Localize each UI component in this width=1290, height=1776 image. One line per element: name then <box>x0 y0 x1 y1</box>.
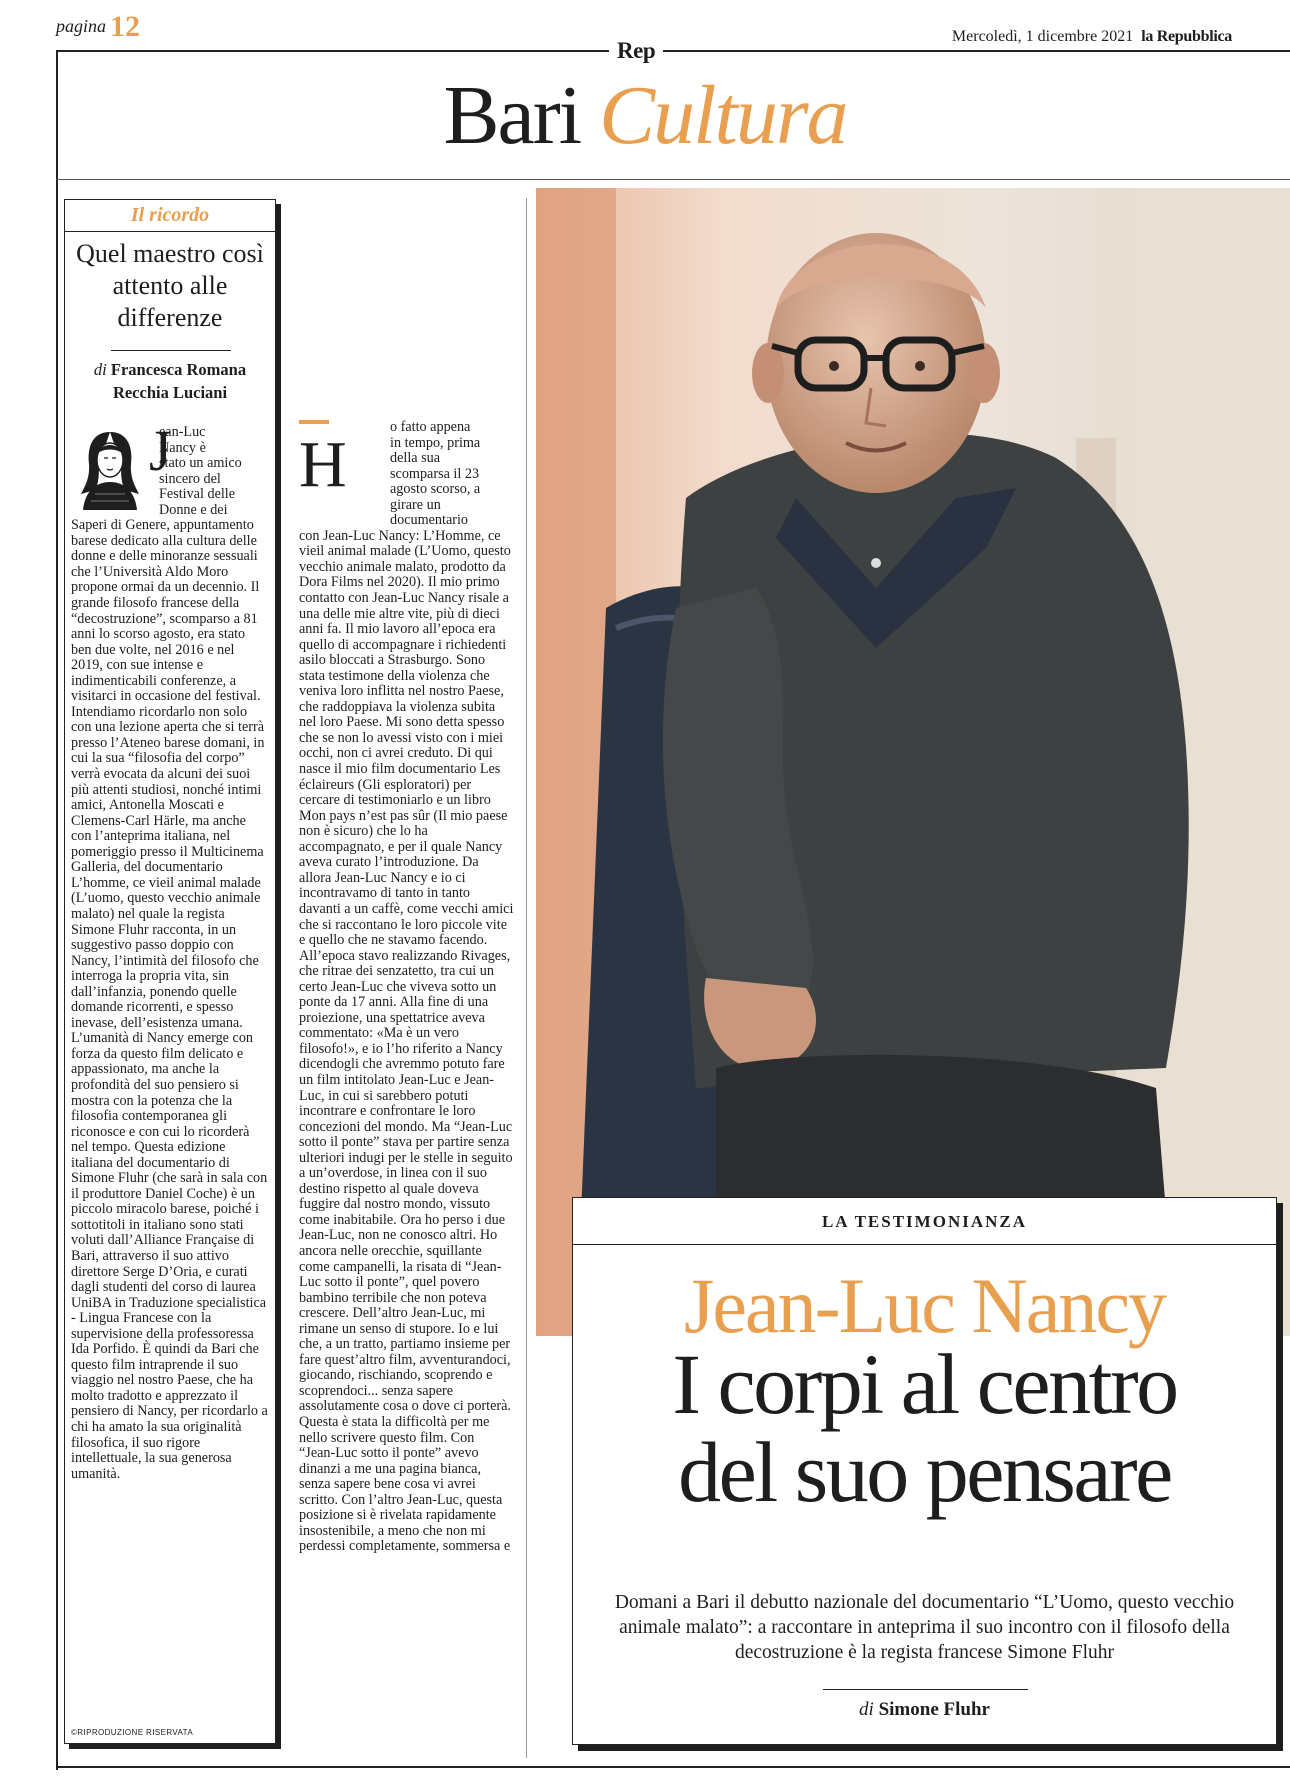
testimony-author: Simone Fluhr <box>878 1699 990 1720</box>
headline <box>573 1336 1276 1520</box>
newspaper-name: la Repubblica <box>1141 28 1232 45</box>
sidebar-intro-line: Festival delle <box>159 486 236 503</box>
divider <box>573 1244 1276 1245</box>
article-intro-line: in tempo, prima <box>390 434 481 451</box>
sidebar-author: Francesca Romana Recchia Luciani <box>110 360 247 402</box>
testimony-kicker: LA TESTIMONIANZA <box>821 1212 1028 1231</box>
section-name: Cultura <box>599 69 847 162</box>
article-drop-cap: H <box>299 428 347 501</box>
testimony-byline: di Simone Fluhr <box>859 1699 990 1720</box>
headline-name: Jean-Luc Nancy <box>684 1262 1165 1349</box>
copyright-note: ©RIPRODUZIONE RISERVATA <box>71 1728 194 1737</box>
sidebar-kicker: Il ricordo <box>130 204 210 226</box>
sidebar-intro-line: Donne e dei <box>159 501 228 518</box>
sidebar-intro-line: Nancy è <box>159 439 206 456</box>
article-intro-line: scomparsa il 23 <box>390 465 480 482</box>
photo-jean-luc-nancy <box>536 188 1290 1336</box>
section-city: Bari <box>443 69 581 162</box>
page-label: pagina 12 <box>56 10 141 43</box>
rep-badge: Rep <box>609 38 663 64</box>
deck-text: Domani a Bari il debutto nazionale del documentario “L’Uomo, questo vecchio animale malato”: a raccontare in anteprima il suo incontro con il filosofo della decostruzione è la regista francese Simone Fluhr <box>614 1592 1235 1663</box>
article-intro-line: della sua <box>390 450 441 467</box>
article-intro-line: girare un <box>390 496 441 513</box>
sidebar-box <box>64 199 276 1744</box>
sidebar-body: ean-Luc Nancy è stato un amico sincero del Festival delle Donne e dei Saperi di Genere, appuntamento barese dedicato alla cultura delle donne e delle minoranze sessuali che l’Università Aldo Moro propone ormai da un decennio. Il grande filosofo francese della “decostruzione”, scomparso a 81 anni lo scorso agosto, era stato ben due volte, nel 2016 e nel 2019, con sue intense e indimenticabili conferenze, a visitarci in occasione del festival. Intendiamo ricordarlo non solo con una lezione aperta che si terrà presso l’Ateneo barese domani, in cui la sua “filosofia del corpo” verrà evocata da alcuni dei suoi più attenti studiosi, nonché intimi amici, Antonella Moscati e Clemens-Carl Härle, ma anche con l’anteprima italiana, nel pomeriggio presso il Multicinema Galleria, del documentario L’homme, ce vieil animal malade (L’uomo, questo vecchio animale malato) nel quale la regista Simone Fluhr racconta, in un suggestivo passo doppio con Nancy, l’intimità del filosofo che interroga la propria vita, sin dall’infanzia, ponendo quelle domande ricorrenti, e spesso inevase, dell’esistenza umana. L’umanità di Nancy emerge con forza da questo film delicato e appassionato, ma anche la profondità del suo pensiero si mostra con la potenza che la filosofia contemporanea gli riconosce e con cui lo ricorderà nel tempo. Questa edizione italiana del documentario di Simone Fluhr (che sarà in sala con il produttore Daniel Coche) è un piccolo miracolo barese, poiché i sottotitoli in italiano sono stati voluti dall’Alliance Française di Bari, attraverso il suo attivo direttore Serge D’Oria, e curati dagli studenti del corso di laurea UniBA in Traduzione specialistica - Lingua Francese con la supervisione della professoressa Ida Porfido. È quindi da Bari che questo film intraprende il suo viaggio nel nostro Paese, che ha molto tradotto e apprezzato il pensiero di Nancy, per ricordarlo a chi ha amato la sua originalità filosofica, il suo rigore intellettuale, la sua generosa umanità. <box>71 424 268 1482</box>
testimony-box <box>572 1197 1277 1745</box>
divider <box>65 231 275 232</box>
headline-line-2: del suo pensare <box>678 1424 1171 1520</box>
issue-date: Mercoledì, 1 dicembre 2021 <box>951 28 1134 45</box>
section-title <box>0 68 1290 164</box>
sidebar-byline: di Francesca Romana Recchia Luciani <box>93 360 247 402</box>
article-body: o fatto appena in tempo, prima della sua scomparsa il 23 agosto scorso, a girare un documentario con Jean-Luc Nancy: L’Homme, ce vieil animal malade (L’Uomo, questo vecchio animale malato, prodotto da Dora Films nel 2020). Il mio primo contatto con Jean-Luc Nancy risale a una delle mie altre vite, più di dieci anni fa. Il mio lavoro all’epoca era quello di accompagnare i richiedenti asilo bloccati a Strasburgo. Sono stata testimone della violenza che veniva loro inflitta nel nostro Paese, che raddoppiava la violenza subita nel loro Paese. Mi sono detta spesso che se non lo avessi visto con i miei occhi, non ci avrei creduto. Di qui nasce il mio film documentario Les éclaireurs (Gli esploratori) per cercare di testimoniarlo e un libro Mon pays n’est pas sûr (Il mio paese non è sicuro) che lo ha accompagnato, e per il quale Nancy aveva curato l’introduzione. Da allora Jean-Luc Nancy e io ci incontravamo di tanto in tanto davanti a un caffè, come vecchi amici che si raccontano le loro piccole vite e quello che ne stavamo facendo. All’epoca stavo realizzando Rivages, che ritrae dei senzatetto, tra cui un certo Jean-Luc che viveva sotto un ponte da 17 anni. Alla fine di una proiezione, una spettatrice aveva commentato: «Ma è un vero filosofo!», e io l’ho riferito a Nancy dicendogli che avremmo potuto fare un film intitolato Jean-Luc e Jean-Luc, in cui si sarebbero potuti incontrare e confrontare le loro concezioni del mondo. Ma “Jean-Luc sotto il ponte” stava per partire senza ulteriori indugi per le stelle in seguito a un’overdose, in linea con il suo destino rispetto al quale doveva fuggire dal nostro mondo, vissuto come inabitabile. Ora ho perso i due Jean-Luc, non ne conosco altri. Ho ancora nelle orecchie, squillante come campanelli, la risata di “Jean-Luc sotto il ponte”, quel povero bambino terribile che non poteva crescere. Dell’altro Jean-Luc, mi rimane un senso di stupore. Io e lui che, a un tratto, partiamo insieme per fare quest’altro film, avventurandoci, giocando, rischiando, scoprendo e scoprendoci... senza sapere assolutamente cosa o dove ci porterà. Questa è stata la difficoltà per me nello scrivere questo film. Con “Jean-Luc sotto il ponte” avevo dinanzi a me una pagina bianca, senza sapere bene cosa vi avrei scritto. Con l’altro Jean-Luc, questa posizione si è rivelata rapidamente insostenibile, a meno che non mi perdessi completamente, sommersa e <box>299 419 514 1555</box>
bottom-rule <box>56 1766 1290 1768</box>
column-rule <box>526 198 527 1758</box>
divider <box>823 1689 1028 1690</box>
divider <box>111 350 231 351</box>
sidebar-intro-line: stato un amico <box>159 455 242 472</box>
article-intro-line: documentario <box>390 512 469 529</box>
section-rule <box>56 179 1290 180</box>
date-line <box>952 28 1232 46</box>
sidebar-title: Quel maestro così attento alle differenze <box>76 239 264 332</box>
article-intro-line: o fatto appena <box>390 419 471 435</box>
sidebar-intro-line: sincero del <box>159 470 221 487</box>
article-intro-line: agosto scorso, a <box>390 481 481 498</box>
page-number: 12 <box>110 10 141 43</box>
sidebar-drop-cap: J <box>149 418 172 483</box>
sidebar-intro-line: ean-Luc <box>159 424 206 440</box>
headline-line-1: I corpi al centro <box>672 1336 1177 1432</box>
